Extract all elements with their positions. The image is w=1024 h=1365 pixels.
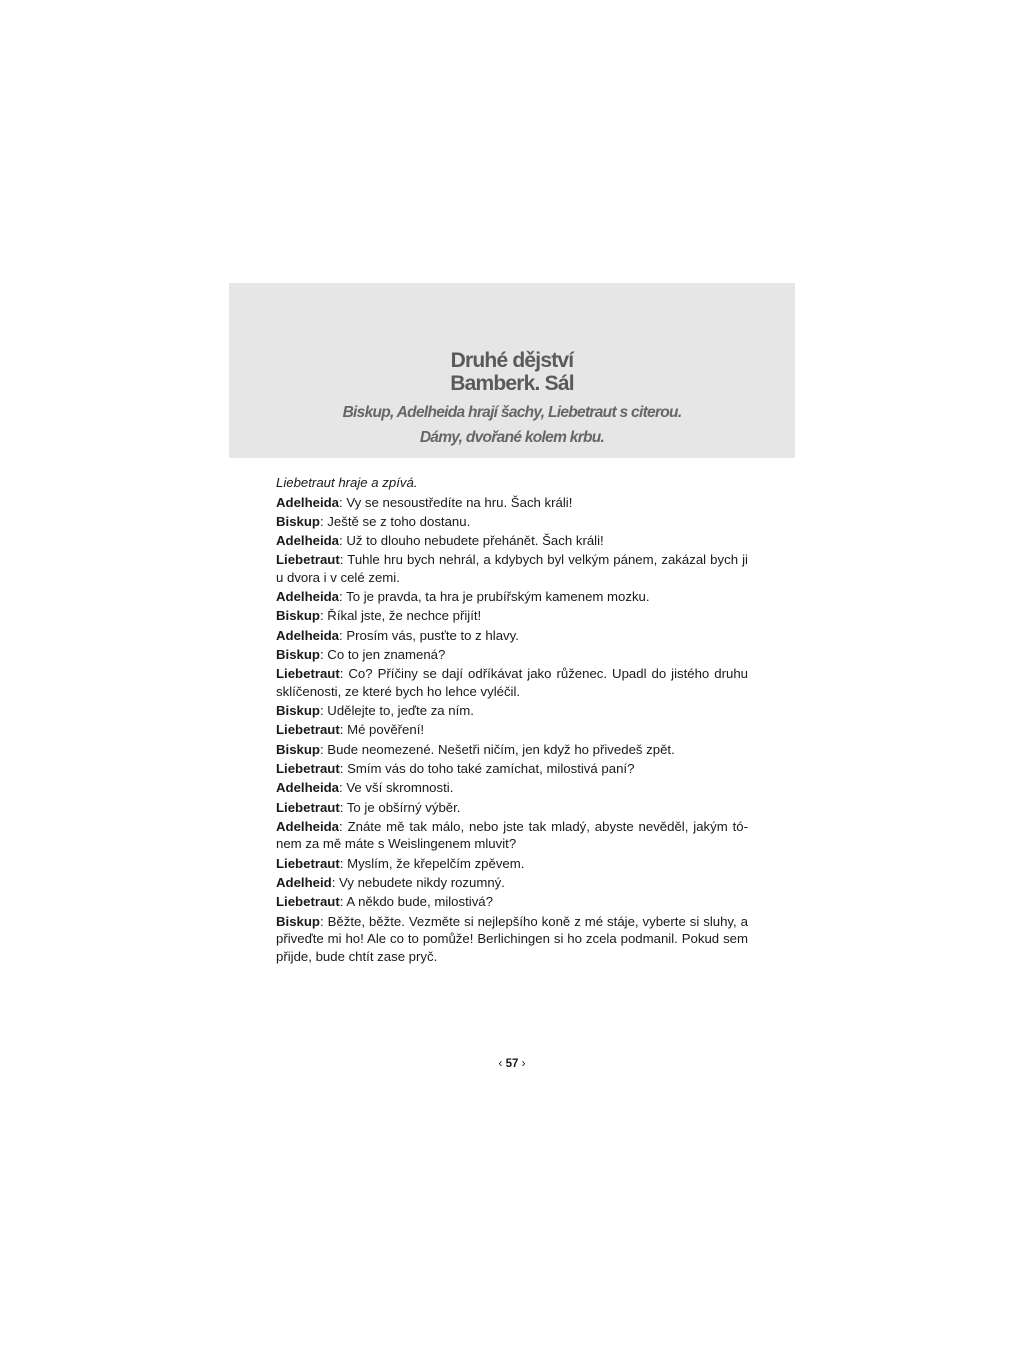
dialogue-line xyxy=(276,665,748,700)
speaker-name: Adelheida xyxy=(276,533,340,549)
dialogue-line xyxy=(276,760,748,778)
stage-direction-2: Dámy, dvořané kolem krbu. xyxy=(419,429,605,446)
act-header-box xyxy=(229,283,795,458)
line-text: : Ve vší skromnosti. xyxy=(339,780,454,796)
dialogue-line xyxy=(276,627,748,645)
dialogue-line xyxy=(276,702,748,720)
stage-direction-1: Biskup, Adelheida hrají šachy, Liebetraut s citerou. xyxy=(342,404,682,421)
line-text: : Co? Příčiny se dají odříkávat jako růženec. Upadl do jistého druhu sklíčenosti, ze které bych ho lehce vyléčil. xyxy=(276,666,748,699)
dialogue-line xyxy=(276,855,748,873)
speaker-name: Liebetraut xyxy=(276,552,340,568)
line-text: : To je pravda, ta hra je prubířským kamenem mozku. xyxy=(339,589,650,605)
line-text: : Smím vás do toho také zamíchat, milostivá paní? xyxy=(339,761,635,777)
speaker-name: Biskup xyxy=(276,703,320,719)
line-text: : Vy nebudete nikdy rozumný. xyxy=(331,875,505,891)
speaker-name: Liebetraut xyxy=(276,722,340,738)
speaker-name: Adelheid xyxy=(276,875,332,891)
speaker-name: Adelheida xyxy=(276,818,340,834)
speaker-name: Liebetraut xyxy=(276,799,340,815)
speaker-name: Biskup xyxy=(276,647,320,663)
dialogue-line xyxy=(276,588,748,606)
line-text: : Běžte, běžte. Vezměte si nejlepšího koně z mé stáje, vyberte si sluhy, a přiveďte mi ho! Ale co to pomůže! Berlichingen si ho zcela podmanil. Pokud sem přijde, bude chtít zase pryč. xyxy=(276,913,748,964)
line-text: : Znáte mě tak málo, nebo jste tak mladý, abyste nevěděl, jakým tónem za mě máte s Weislingenem mluvit? xyxy=(276,818,748,852)
speaker-name: Liebetraut xyxy=(276,666,340,682)
line-text: : Už to dlouho nebudete přehánět. Šach králi! xyxy=(339,533,604,549)
speaker-name: Liebetraut xyxy=(276,855,340,871)
dialogue-line xyxy=(276,779,748,797)
speaker-name: Liebetraut xyxy=(276,894,340,910)
speaker-name: Biskup xyxy=(276,513,320,529)
line-text: : Ještě se z toho dostanu. xyxy=(319,513,471,529)
dialogue-line xyxy=(276,551,748,586)
scene-title: Bamberk. Sál xyxy=(450,372,574,395)
dialogue-body xyxy=(276,474,748,967)
dialogue-line xyxy=(276,607,748,625)
page-number xyxy=(0,1058,1024,1070)
dialogue-line xyxy=(276,646,748,664)
page-number-value: 57 xyxy=(505,1058,519,1070)
speaker-name: Biskup xyxy=(276,608,320,624)
line-text: : Udělejte to, jeďte za ním. xyxy=(319,703,474,719)
line-text: : Říkal jste, že nechce přijít! xyxy=(319,608,482,624)
line-text: : Myslím, že křepelčím zpěvem. xyxy=(339,855,525,871)
speaker-name: Adelheida xyxy=(276,627,340,643)
speaker-name: Adelheida xyxy=(276,494,340,510)
dialogue-line xyxy=(276,818,748,853)
speaker-name: Adelheida xyxy=(276,589,340,605)
dialogue-line xyxy=(276,721,748,739)
act-title: Druhé dějství xyxy=(450,349,574,372)
opening-stage-direction: Liebetraut hraje a zpívá. xyxy=(276,475,418,490)
dialogue-line xyxy=(276,741,748,759)
dialogue-line xyxy=(276,913,748,966)
dialogue-line xyxy=(276,532,748,550)
line-text: : Co to jen znamená? xyxy=(319,647,446,663)
speaker-name: Liebetraut xyxy=(276,761,340,777)
line-text: : Tuhle hru bych nehrál, a kdybych byl velkým pánem, zakázal bych ji u dvora i v celé zemi. xyxy=(276,552,748,585)
line-text: : Vy se nesoustředíte na hru. Šach králi! xyxy=(339,494,573,510)
speaker-name: Biskup xyxy=(276,913,320,929)
dialogue-line xyxy=(276,494,748,512)
dialogue-line xyxy=(276,799,748,817)
line-text: : A někdo bude, milostivá? xyxy=(339,894,493,910)
page-number-right-mark: › xyxy=(521,1058,526,1070)
line-text: : Mé pověření! xyxy=(339,722,425,738)
speaker-name: Biskup xyxy=(276,741,320,757)
dialogue-line xyxy=(276,513,748,531)
dialogue-line xyxy=(276,874,748,892)
line-text: : Prosím vás, pusťte to z hlavy. xyxy=(339,627,519,643)
page-number-left-mark: ‹ xyxy=(498,1058,503,1070)
line-text: : To je obšírný výběr. xyxy=(339,799,461,815)
line-text: : Bude neomezené. Nešetři ničím, jen když ho přivedeš zpět. xyxy=(319,741,675,757)
dialogue-line xyxy=(276,893,748,911)
speaker-name: Adelheida xyxy=(276,780,340,796)
